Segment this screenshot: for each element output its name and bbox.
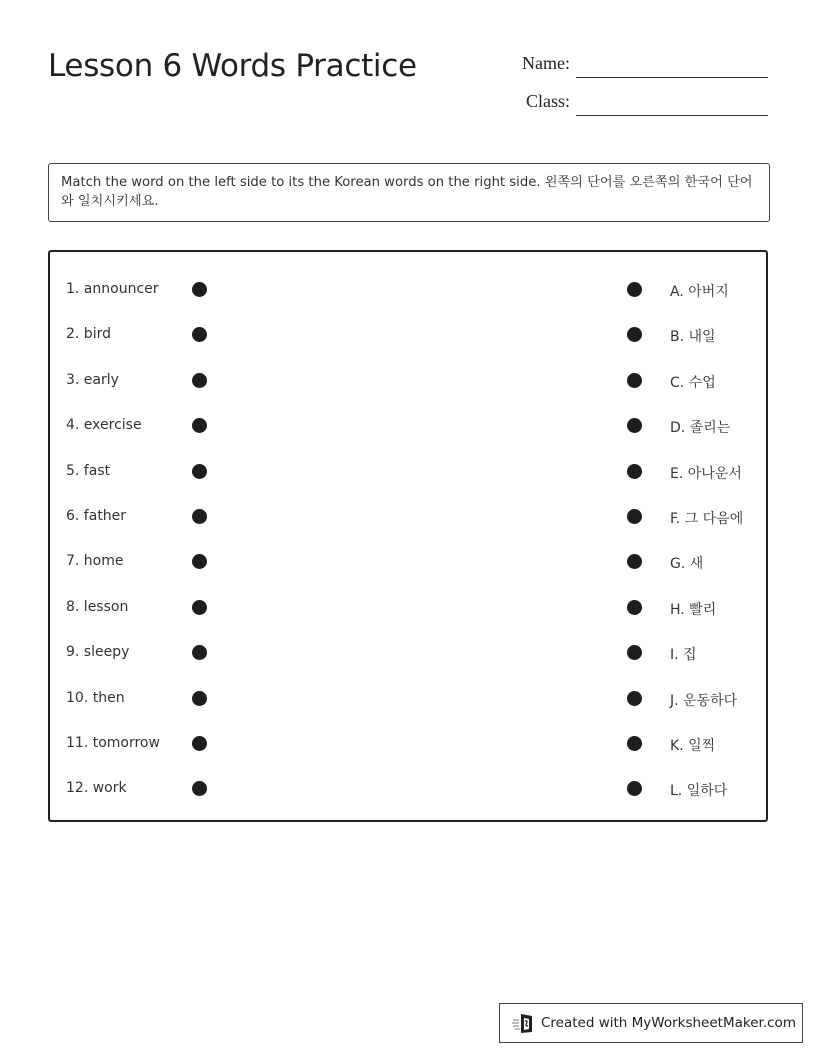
left-word: 5. fast <box>66 462 111 479</box>
left-match-dot[interactable] <box>192 464 207 479</box>
left-word: 6. father <box>66 508 127 524</box>
left-word: 10. then <box>66 689 125 706</box>
right-match-dot[interactable] <box>627 554 642 569</box>
left-word: 1. announcer <box>66 281 159 297</box>
left-word: 2. bird <box>66 326 111 343</box>
left-match-dot[interactable] <box>192 373 207 388</box>
worksheet-logo-icon <box>512 1011 536 1035</box>
name-label: Name: <box>522 53 570 73</box>
match-row <box>50 502 766 532</box>
right-word: F. 그 다음에 <box>670 511 744 527</box>
footer-text: Created with MyWorksheetMaker.com <box>541 1015 796 1031</box>
right-match-dot[interactable] <box>627 327 642 342</box>
right-word: E. 아나운서 <box>670 465 742 482</box>
left-match-dot[interactable] <box>192 509 207 524</box>
match-row <box>50 547 766 577</box>
match-row <box>50 593 766 623</box>
right-word: H. 빨리 <box>670 601 717 618</box>
right-match-dot[interactable] <box>627 509 642 524</box>
left-match-dot[interactable] <box>192 645 207 660</box>
right-word: D. 졸리는 <box>670 420 731 437</box>
match-row <box>50 638 766 668</box>
class-line[interactable] <box>576 115 768 116</box>
right-word: J. 운동하다 <box>670 692 738 709</box>
match-row <box>50 275 766 305</box>
right-match-dot[interactable] <box>627 418 642 433</box>
right-word: K. 일찍 <box>670 738 716 754</box>
left-word: 8. lesson <box>66 598 129 615</box>
left-word: 4. exercise <box>66 417 142 434</box>
right-word: B. 내일 <box>670 329 716 346</box>
right-match-dot[interactable] <box>627 282 642 297</box>
left-word: 11. tomorrow <box>66 735 160 751</box>
right-word: C. 수업 <box>670 374 716 391</box>
left-match-dot[interactable] <box>192 691 207 706</box>
right-word: L. 일하다 <box>670 783 728 800</box>
class-label: Class: <box>525 91 570 111</box>
left-word: 3. early <box>66 371 119 388</box>
match-row <box>50 729 766 759</box>
right-word: I. 집 <box>670 647 697 664</box>
match-row <box>50 366 766 396</box>
left-match-dot[interactable] <box>192 327 207 342</box>
right-match-dot[interactable] <box>627 464 642 479</box>
matching-box <box>48 250 768 822</box>
right-match-dot[interactable] <box>627 645 642 660</box>
page-title: Lesson 6 Words Practice <box>48 48 417 84</box>
class-field[interactable] <box>500 86 768 116</box>
name-line[interactable] <box>576 77 768 78</box>
left-match-dot[interactable] <box>192 781 207 796</box>
left-word: 9. sleepy <box>66 644 130 661</box>
match-row <box>50 774 766 804</box>
match-row <box>50 457 766 487</box>
left-word: 12. work <box>66 780 127 797</box>
right-match-dot[interactable] <box>627 600 642 615</box>
left-match-dot[interactable] <box>192 554 207 569</box>
footer-badge <box>499 1003 803 1043</box>
right-word: A. 아버지 <box>670 284 729 300</box>
match-row <box>50 320 766 350</box>
right-match-dot[interactable] <box>627 781 642 796</box>
name-field[interactable] <box>500 48 768 78</box>
instructions-box: Match the word on the left side to its the Korean words on the right side. 왼쪽의 단어를 오른쪽의 한국어 단어와 일치시키세요. <box>48 163 770 222</box>
match-row <box>50 684 766 714</box>
right-match-dot[interactable] <box>627 373 642 388</box>
left-match-dot[interactable] <box>192 418 207 433</box>
right-match-dot[interactable] <box>627 736 642 751</box>
left-match-dot[interactable] <box>192 282 207 297</box>
left-match-dot[interactable] <box>192 736 207 751</box>
match-row <box>50 411 766 441</box>
right-word: G. 새 <box>670 556 704 573</box>
left-match-dot[interactable] <box>192 600 207 615</box>
right-match-dot[interactable] <box>627 691 642 706</box>
left-word: 7. home <box>66 553 124 570</box>
